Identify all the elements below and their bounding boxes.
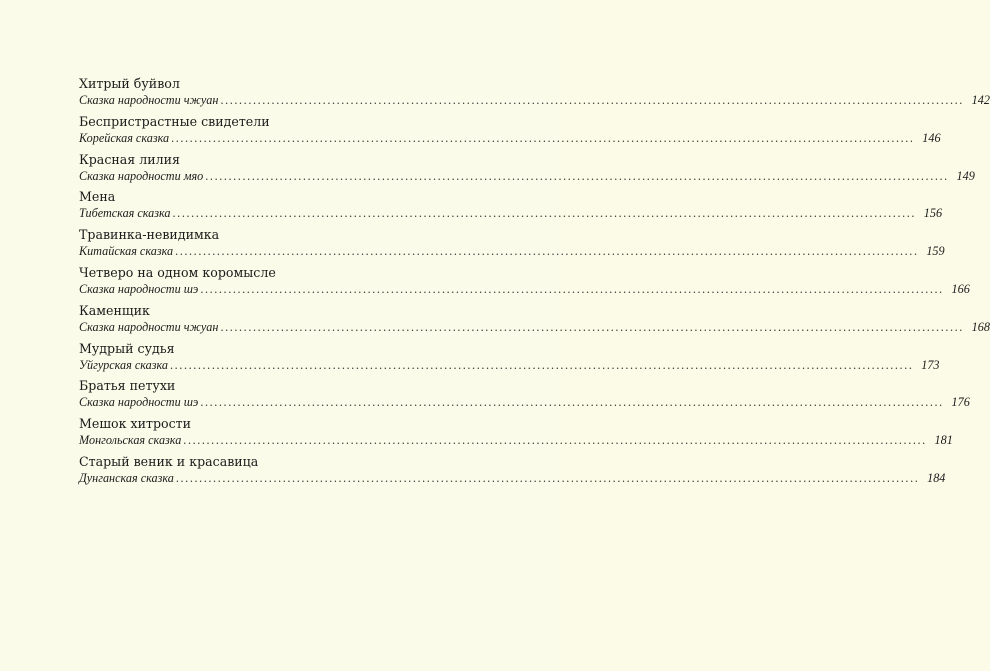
toc-entry — [79, 113, 941, 152]
entry-subtitle: Китайская сказка — [79, 244, 174, 259]
entry-line — [79, 206, 943, 221]
entry-title: Старый веник и красавица — [79, 453, 259, 469]
entry-title: Мешок хитрости — [79, 416, 192, 432]
entry-page-number: 149 — [956, 168, 975, 183]
entry-title: Четверо на одном коромысле — [79, 264, 276, 280]
entry-page-number: 156 — [923, 206, 943, 221]
dot-leader: ................................................................................................................................................................ — [183, 433, 927, 448]
toc-entry — [79, 340, 940, 379]
entry-title: Хитрый буйвол — [79, 76, 180, 91]
entry-title: Братья петухи — [79, 378, 176, 394]
entry-subtitle: Корейская сказка — [79, 130, 170, 145]
dot-leader: ................................................................................................................................................................ — [205, 168, 949, 183]
entry-subtitle: Уйгурская сказка — [79, 357, 168, 372]
entry-subtitle: Сказка народности мяо — [79, 168, 204, 183]
toc-entry — [79, 264, 970, 303]
entry-line — [79, 168, 975, 184]
entry-title: Каменщик — [79, 302, 150, 318]
dot-leader: ................................................................................................................................................................ — [175, 244, 919, 259]
entry-subtitle: Сказка народности шэ — [79, 395, 199, 410]
entry-title: Мудрый судья — [79, 340, 175, 356]
dot-leader: ................................................................................................................................................................ — [220, 93, 964, 107]
dot-leader: ................................................................................................................................................................ — [200, 281, 944, 296]
toc-entry — [79, 416, 953, 454]
entry-line — [79, 395, 970, 410]
entry-subtitle: Сказка народности шэ — [79, 281, 199, 296]
entry-subtitle: Монгольская сказка — [79, 433, 182, 448]
entry-subtitle: Дунганская сказка — [79, 470, 174, 485]
entry-subtitle: Тибетская сказка — [79, 206, 171, 221]
toc-entry — [79, 453, 946, 492]
entry-line — [79, 470, 946, 486]
entry-title: Беспристрастные свидетели — [79, 113, 270, 129]
dot-leader: ................................................................................................................................................................ — [175, 470, 920, 485]
dot-leader: ................................................................................................................................................................ — [200, 395, 944, 410]
entry-subtitle: Сказка народности чжуан — [79, 93, 219, 107]
toc-entry — [79, 378, 970, 416]
toc-entry — [79, 151, 975, 190]
entry-line — [79, 281, 970, 297]
entry-title: Травинка-невидимка — [79, 227, 220, 243]
entry-page-number: 146 — [922, 130, 941, 145]
entry-page-number: 176 — [951, 395, 970, 410]
entry-page-number: 159 — [926, 244, 945, 259]
entry-line — [79, 130, 941, 146]
entry-line — [79, 93, 990, 108]
toc-entry — [79, 227, 945, 265]
entry-page-number: 168 — [971, 319, 990, 334]
dot-leader: ................................................................................................................................................................ — [172, 206, 917, 221]
dot-leader: ................................................................................................................................................................ — [170, 357, 914, 372]
dot-leader: ................................................................................................................................................................ — [171, 130, 915, 145]
entry-page-number: 166 — [951, 281, 970, 296]
entry-page-number: 184 — [927, 470, 946, 485]
toc-entry — [79, 76, 990, 114]
toc-entry — [79, 302, 990, 341]
entry-page-number: 173 — [921, 357, 940, 372]
entry-title: Мена — [79, 189, 116, 205]
entry-page-number: 142 — [971, 93, 990, 107]
entry-page-number: 181 — [934, 433, 953, 448]
entry-line — [79, 357, 940, 373]
toc-entry — [79, 189, 943, 227]
entry-title: Красная лилия — [79, 151, 180, 167]
entry-line — [79, 244, 945, 259]
table-of-contents — [79, 76, 990, 492]
entry-subtitle: Сказка народности чжуан — [79, 319, 219, 334]
entry-line — [79, 319, 990, 335]
dot-leader: ................................................................................................................................................................ — [220, 319, 964, 334]
entry-line — [79, 433, 953, 448]
